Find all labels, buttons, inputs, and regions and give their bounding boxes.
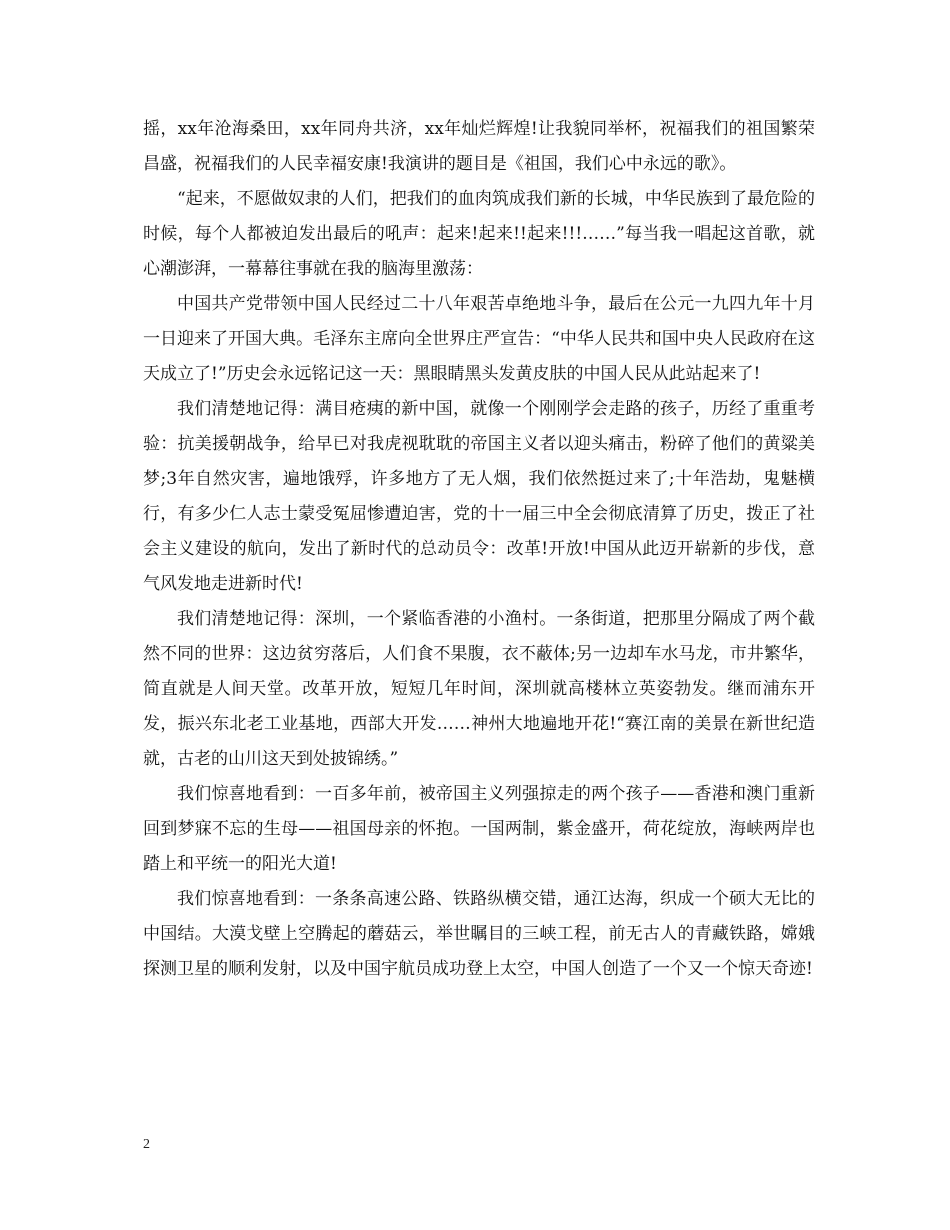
- paragraph-hongkong-macau: 我们惊喜地看到：一百多年前，被帝国主义列强掠走的两个孩子——香港和澳门重新回到梦寐不忘的生母——祖国母亲的怀抱。一国两制，紫金盛开，荷花绽放，海峡两岸也踏上和平统一的阳光大道!: [143, 784, 815, 874]
- paragraph-continuation: 摇，xx年沧海桑田，xx年同舟共济，xx年灿烂辉煌!让我貌同举杯，祝福我们的祖国繁荣昌盛，祝福我们的人民幸福安康!我演讲的题目是《祖国，我们心中永远的歌》。: [143, 119, 815, 174]
- paragraph-anthem-quote: “起来，不愿做奴隶的人们，把我们的血肉筑成我们新的长城，中华民族到了最危险的时候，每个人都被迫发出最后的吼声：起来!起来!!起来!!!……”每当我一唱起这首歌，就心潮澎湃，一幕幕往事就在我的脑海里激荡：: [143, 189, 815, 279]
- paragraph-shenzhen: 我们清楚地记得：深圳，一个紧临香港的小渔村。一条街道，把那里分隔成了两个截然不同的世界：这边贫穷落后，人们食不果腹，衣不蔽体;另一边却车水马龙，市井繁华，简直就是人间天堂。改革开放，短短几年时间，深圳就高楼林立英姿勃发。继而浦东开发，振兴东北老工业基地，西部大开发……神州大地遍地开花!“赛江南的美景在新世纪造就，古老的山川这天到处披锦绣。”: [143, 609, 815, 769]
- document-body: [143, 112, 815, 987]
- paragraph-achievements: 我们惊喜地看到：一条条高速公路、铁路纵横交错，通江达海，织成一个硕大无比的中国结。大漠戈壁上空腾起的蘑菇云，举世瞩目的三峡工程，前无古人的青藏铁路，嫦娥探测卫星的顺利发射，以及中国宇航员成功登上太空，中国人创造了一个又一个惊天奇迹!: [143, 889, 815, 979]
- page-number: 2: [143, 1137, 150, 1152]
- paragraph-trials: 我们清楚地记得：满目疮痍的新中国，就像一个刚刚学会走路的孩子，历经了重重考验：抗美援朝战争，给早已对我虎视耽耽的帝国主义者以迎头痛击，粉碎了他们的黄粱美梦;3年自然灾害，遍地饿殍，许多地方了无人烟，我们依然挺过来了;十年浩劫，鬼魅横行，有多少仁人志士蒙受冤屈惨遭迫害，党的十一届三中全会彻底清算了历史，拨正了社会主义建设的航向，发出了新时代的总动员令：改革!开放!中国从此迈开崭新的步伐，意气风发地走进新时代!: [143, 399, 815, 594]
- paragraph-founding: 中国共产党带领中国人民经过二十八年艰苦卓绝地斗争，最后在公元一九四九年十月一日迎来了开国大典。毛泽东主席向全世界庄严宣告：“中华人民共和国中央人民政府在这天成立了!”历史会永远铭记这一天：黑眼睛黑头发黄皮肤的中国人民从此站起来了!: [143, 294, 815, 384]
